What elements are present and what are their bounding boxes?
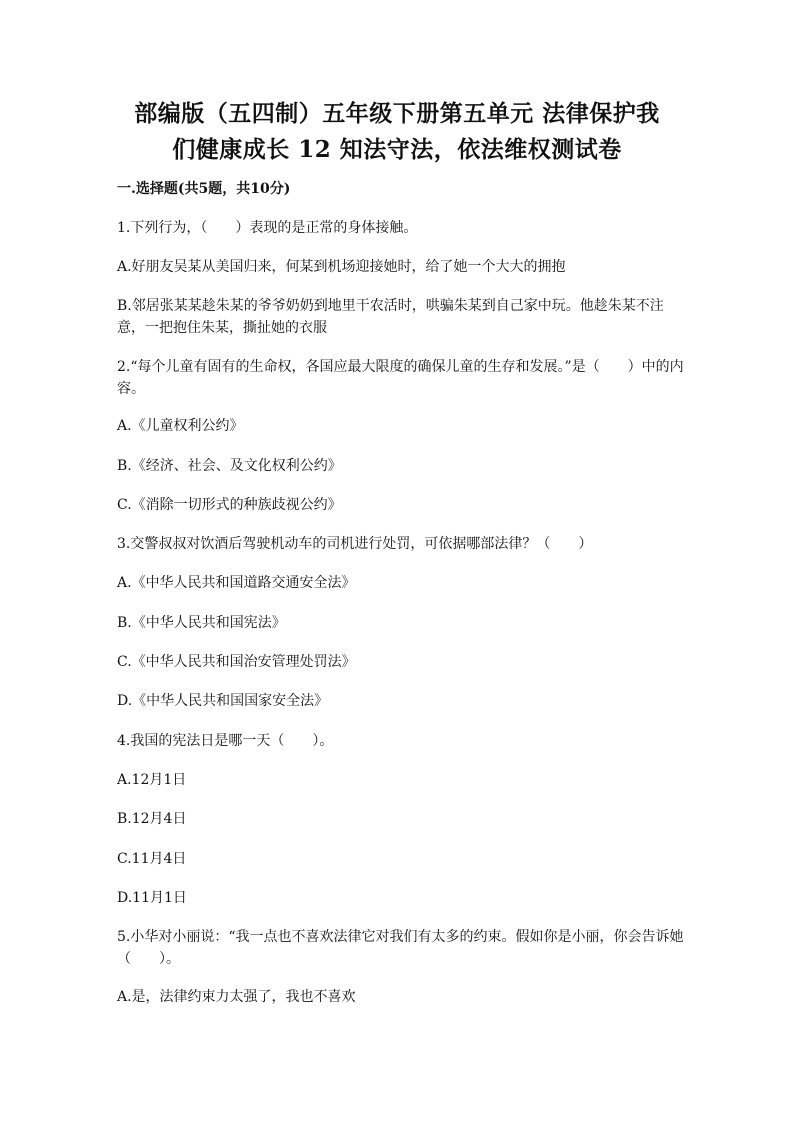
exam-title [100,96,694,168]
question-3-option-b: B.《中华人民共和国宪法》 [117,615,286,631]
question-4-option-a: A.12月1日 [117,772,187,788]
question-3-option-a: A.《中华人民共和国道路交通安全法》 [117,575,356,591]
question-4-option-d: D.11月1日 [117,890,187,906]
exam-title-line-2: 们健康成长 12 知法守法，依法维权测试卷 [172,136,622,163]
question-1-stem: 1.下列行为，（ ）表现的是正常的身体接触。 [117,220,418,236]
question-3-stem: 3.交警叔叔对饮酒后驾驶机动车的司机进行处罚，可依据哪部法律？（ ） [117,536,593,552]
question-4-option-b: B.12月4日 [117,811,187,827]
question-5-option-a: A.是，法律约束力太强了，我也不喜欢 [117,989,356,1005]
question-4-stem: 4.我国的宪法日是哪一天（ ）。 [117,733,334,749]
question-3-option-d: D.《中华人民共和国国家安全法》 [117,693,329,709]
question-1-option-a: A.好朋友吴某从美国归来，何某到机场迎接她时，给了她一个大大的拥抱 [117,259,566,275]
question-2-stem: 2.“每个儿童有固有的生命权，各国应最大限度的确保儿童的生存和发展。”是（ ）中的内容。 [117,359,684,397]
question-4-option-c: C.11月4日 [117,851,187,867]
question-3-option-c: C.《中华人民共和国治安管理处罚法》 [117,654,356,670]
question-2-option-b: B.《经济、社会、及文化权利公约》 [117,458,342,474]
section-heading: 一.选择题(共5题，共10分) [117,181,291,197]
question-2-option-c: C.《消除一切形式的种族歧视公约》 [117,497,342,513]
question-5-stem: 5.小华对小丽说：“我一点也不喜欢法律它对我们有太多的约束。假如你是小丽，你会告诉她（ ）。 [117,929,684,967]
question-1-option-b: B.邻居张某某趁朱某的爷爷奶奶到地里干农活时，哄骗朱某到自己家中玩。他趁朱某不注意，一把抱住朱某，撕扯她的衣服 [117,298,664,336]
question-2-option-a: A.《儿童权利公约》 [117,418,244,434]
exam-title-line-1: 部编版（五四制）五年级下册第五单元 法律保护我 [134,100,660,127]
